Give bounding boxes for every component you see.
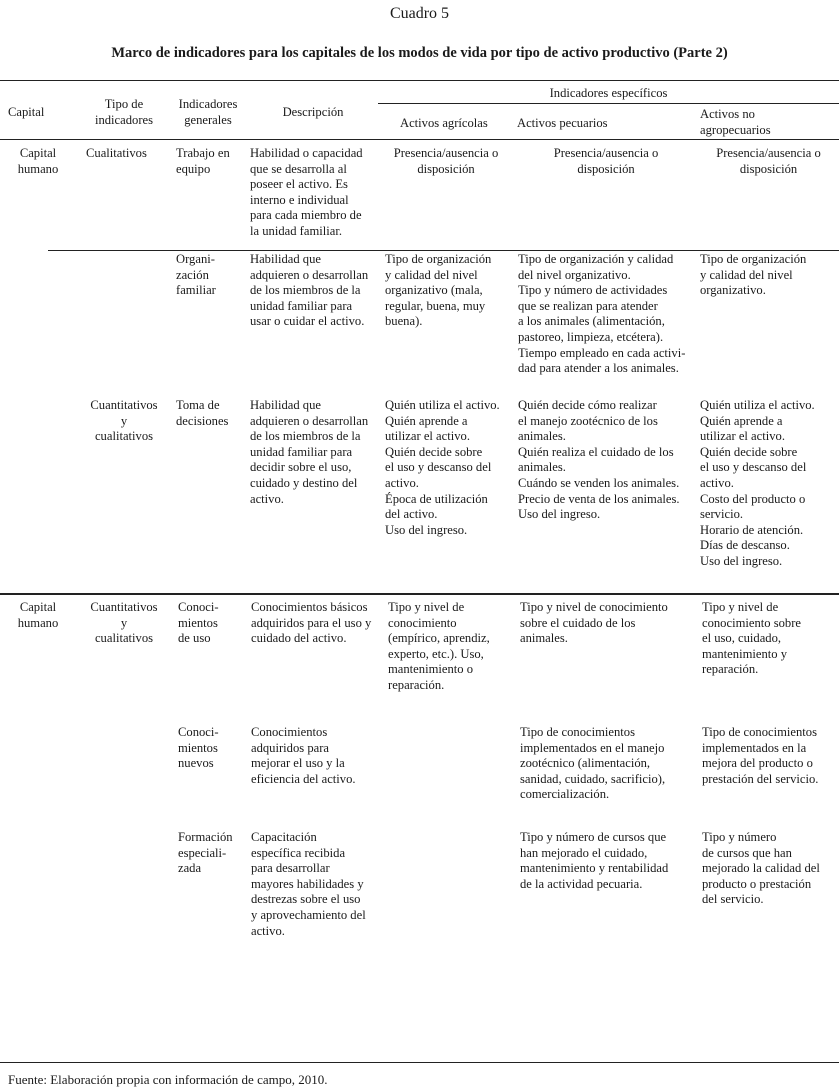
cell-general: Toma de decisiones [176,398,229,428]
cell-no-agropecuarios: Tipo de organización y calidad del nivel organizativo. [700,252,807,298]
cell-general: Trabajo en equipo [176,146,230,176]
header-pecuarios: Activos pecuarios [517,116,608,130]
header-span-rule [378,103,839,104]
cell-agricolas: Presencia/ausencia o disposición [393,146,499,176]
cell-pecuarios: Tipo de conocimientos implementados en el manejo zootécnico (alimentación, sanidad, cuidado, sacrificio), comercialización. [520,725,666,802]
cell-pecuarios: Tipo y número de cursos que han mejorado el cuidado, mantenimiento y rentabilidad de la actividad pecuaria. [520,830,669,891]
cell-capital: Capital humano [17,146,59,176]
table-title: Marco de indicadores para los capitales de los modos de vida por tipo de activo productivo (Parte 2) [111,45,728,61]
cell-no-agropecuarios: Tipo de conocimientos implementados en la mejora del producto o prestación del servicio. [702,725,819,786]
header-especificos: Indicadores específicos [549,86,668,100]
cell-agricolas: Tipo y nivel de conocimiento (empírico, aprendiz, experto, etc.). Uso, mantenimiento o reparación. [388,600,490,692]
cell-descripcion: Habilidad o capacidad que se desarrolla al poseer el activo. Es interno e individual para cada miembro de la unidad familiar. [250,146,363,238]
source-footnote: Fuente: Elaboración propia con información de campo, 2010. [8,1072,328,1087]
cell-pecuarios: Tipo y nivel de conocimiento sobre el cuidado de los animales. [520,600,668,646]
header-generales: Indicadores generales [178,97,238,127]
cell-tipo: Cualitativos [86,146,147,160]
cell-no-agropecuarios: Tipo y número de cursos que han mejorado la calidad del producto o prestación del servicio. [702,830,820,907]
cell-pecuarios: Quién decide cómo realizar el manejo zootécnico de los animales. Quién realiza el cuidado de los animales. Cuándo se venden los animales. Precio de venta de los animales. Uso del ingreso. [518,398,680,522]
header-bottom-rule [0,139,839,140]
cell-tipo: Cuantitativos y cualitativos [90,398,158,444]
row-rule [48,250,839,251]
header-no-agropecuarios: Activos no agropecuarios [700,107,771,137]
table-top-rule [0,80,839,81]
cell-no-agropecuarios: Tipo y nivel de conocimiento sobre el uso, cuidado, mantenimiento y reparación. [702,600,801,677]
cell-general: Conoci- mientos nuevos [178,725,219,771]
cell-no-agropecuarios: Quién utiliza el activo. Quién aprende a utilizar el activo. Quién decide sobre el uso y descanso del activo. Costo del producto o servicio. Horario de atención. Días de descanso. Uso del ingreso. [700,398,815,568]
cell-capital: Capital humano [17,600,59,630]
cell-no-agropecuarios: Presencia/ausencia o disposición [716,146,821,176]
header-agricolas: Activos agrícolas [400,116,488,130]
header-capital: Capital [8,105,45,119]
cell-pecuarios: Tipo de organización y calidad del nivel organizativo. Tipo y número de actividades que se realizan para atender a los animales (alimentación, pastoreo, limpieza, etcétera). Tiempo empleado en cada activi- dad para atender a los animales. [518,252,686,376]
cell-general: Formación especiali- zada [178,830,233,876]
table-bottom-rule [0,1062,839,1063]
table-number: Cuadro 5 [389,5,450,22]
cell-descripcion: Capacitación específica recibida para desarrollar mayores habilidades y destrezas sobre el uso y aprovechamiento del activo. [251,830,366,938]
cell-descripcion: Conocimientos básicos adquiridos para el uso y cuidado del activo. [251,600,372,646]
cell-descripcion: Conocimientos adquiridos para mejorar el uso y la eficiencia del activo. [251,725,356,786]
cell-general: Organi- zación familiar [176,252,216,298]
cell-agricolas: Quién utiliza el activo. Quién aprende a utilizar el activo. Quién decide sobre el uso y descanso del activo. Época de utilización del activo. Uso del ingreso. [385,398,500,537]
cell-general: Conoci- mientos de uso [178,600,219,646]
cell-tipo: Cuantitativos y cualitativos [90,600,158,646]
section-rule [0,593,839,595]
cell-descripcion: Habilidad que adquieren o desarrollan de los miembros de la unidad familiar para usar o cuidar el activo. [250,252,369,329]
header-descripcion: Descripción [282,105,344,119]
cell-agricolas: Tipo de organización y calidad del nivel organizativo (mala, regular, buena, muy buena). [385,252,492,329]
cell-pecuarios: Presencia/ausencia o disposición [553,146,659,176]
header-tipo: Tipo de indicadores [94,97,154,127]
cell-descripcion: Habilidad que adquieren o desarrollan de los miembros de la unidad familiar para decidir sobre el uso, cuidado y destino del activo. [250,398,369,506]
